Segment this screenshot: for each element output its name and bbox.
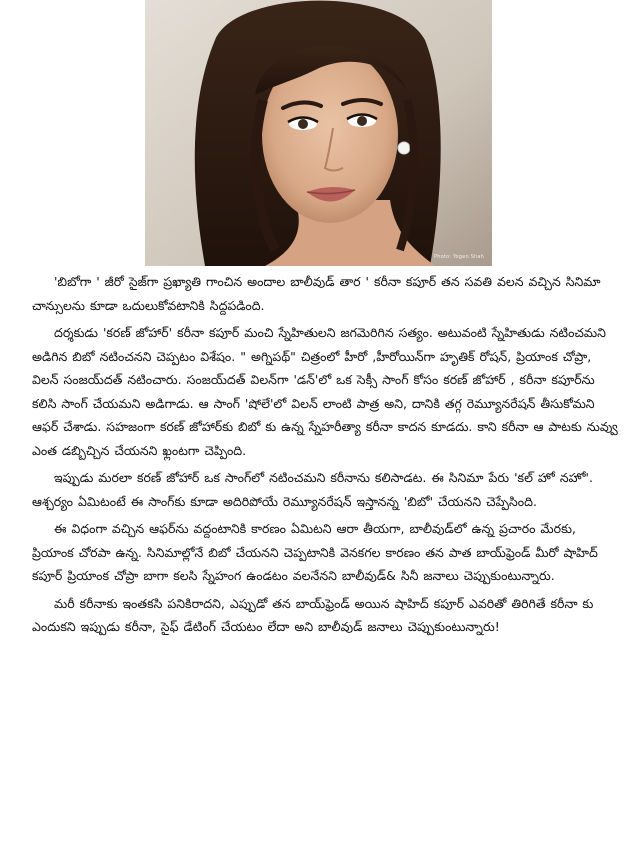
article-paragraph: ఈ విధంగా వచ్చిన ఆఫర్‌ను వద్దంటానికి కారణం ఏమిటని ఆరా తీయగా, బాలీవుడ్‌లో ఉన్న ప్రచారం మేరకు, ప్రియాంక చోరపా ఉన్న. సినిమాల్లోనే బిబో చేయనని చెప్పటానికి వెనకగల కారణం తన పాత బాయ్‌ఫ్రెండ్ మీరో షాహిద్ కపూర్ ప్రియాంక చోప్రా బాగా కలసి స్నేహంగ ఉండటం వలనేనని బాలీవుడ్& సినీ జనాలు చెప్పుకుంటున్నారు. [32, 521, 598, 583]
photo-credit: Photo: Yogen Shah [434, 254, 484, 260]
article-photo [145, 0, 492, 266]
article-paragraph: దర్శకుడు 'కరణ్ జోహార్' కరీనా కపూర్ మంచి స్నేహితులని జగమెరిగిన సత్యం. అటువంటి స్నేహితుడు నటించమని అడిగిన బిబో నటించనని చెప్పటం విశేషం. " అగ్నిపథ్" చిత్రంలో హీరో ,హీరోయిన్‌గా హృతిక్ రోషన్, ప్రియాంక చోప్రా, విలన్ సంజయ్‌దత్ నటించారు. సంజయ్‌దత్ విలన్‌గా 'డన్'లో ఒక సెక్సీ సాంగ్ కోసం కరణ్ జోహార్ , కరీనా కపూర్‌ను కలిసి సాంగ్ చేయమని అడిగాడు. ఆ సాంగ్ 'షోలే'లో విలన్ లాంటి పాత్ర అని, దానికి తగ్గ రెమ్యూనరేషన్ తీసుకోమని ఆఫర్ చేశాడు. సహజంగా కరణ్ జోహార్‌కు బిబో కు ఉన్న స్నేహరీత్యా కరీనా కాదన కూడదు. కాని కరీనా ఆ పాటకు నువ్వు ఎంత డబ్బిచ్చిన చేయనని ఖ్లంటగా చెప్పింది. [32, 325, 618, 458]
article-body [32, 270, 622, 643]
article-paragraph: 'బిబోగా ' జీరో సైజ్‌గా ప్రఖ్యాతి గాంచిన అందాల బాలీవుడ్ తార ' కరీనా కపూర్ తన సవతి వలన వచ్చిన సినిమా చాన్సులను కూడా ఒదులుకోవటానికి సిద్దపడింది. [32, 274, 601, 313]
article-paragraph: మరీ కరీనాకు ఇంతకసి పనికిరాదని, ఎప్పుడో తన బాయ్‌ఫ్రెండ్ అయిన షాహిద్ కపూర్ ఎవరితో తిరిగితే కరీనా కు ఎందుకని ఇప్పుడు కరీనా, సైఫ్ డేటింగ్ చేయటం లేదా అని బాలీవుడ్ జనాలు చెప్పుకుంటున్నారు! [32, 595, 594, 634]
portrait-image [145, 0, 492, 266]
article-paragraph: ఇప్పుడు మరలా కరణ్ జోహార్ ఒక సాంగ్‌లో నటించమని కరీనాను కలిసాడట. ఈ సినిమా పేరు 'కల్ హో నహో'. ఆశ్చర్యం ఏమిటంటే ఈ సాంగ్‌కు కూడా అదిరిపోయే రెమ్యూనరేషన్ ఇస్తానన్న 'బిబో' చేయనని చెప్పేసింది. [32, 470, 593, 509]
